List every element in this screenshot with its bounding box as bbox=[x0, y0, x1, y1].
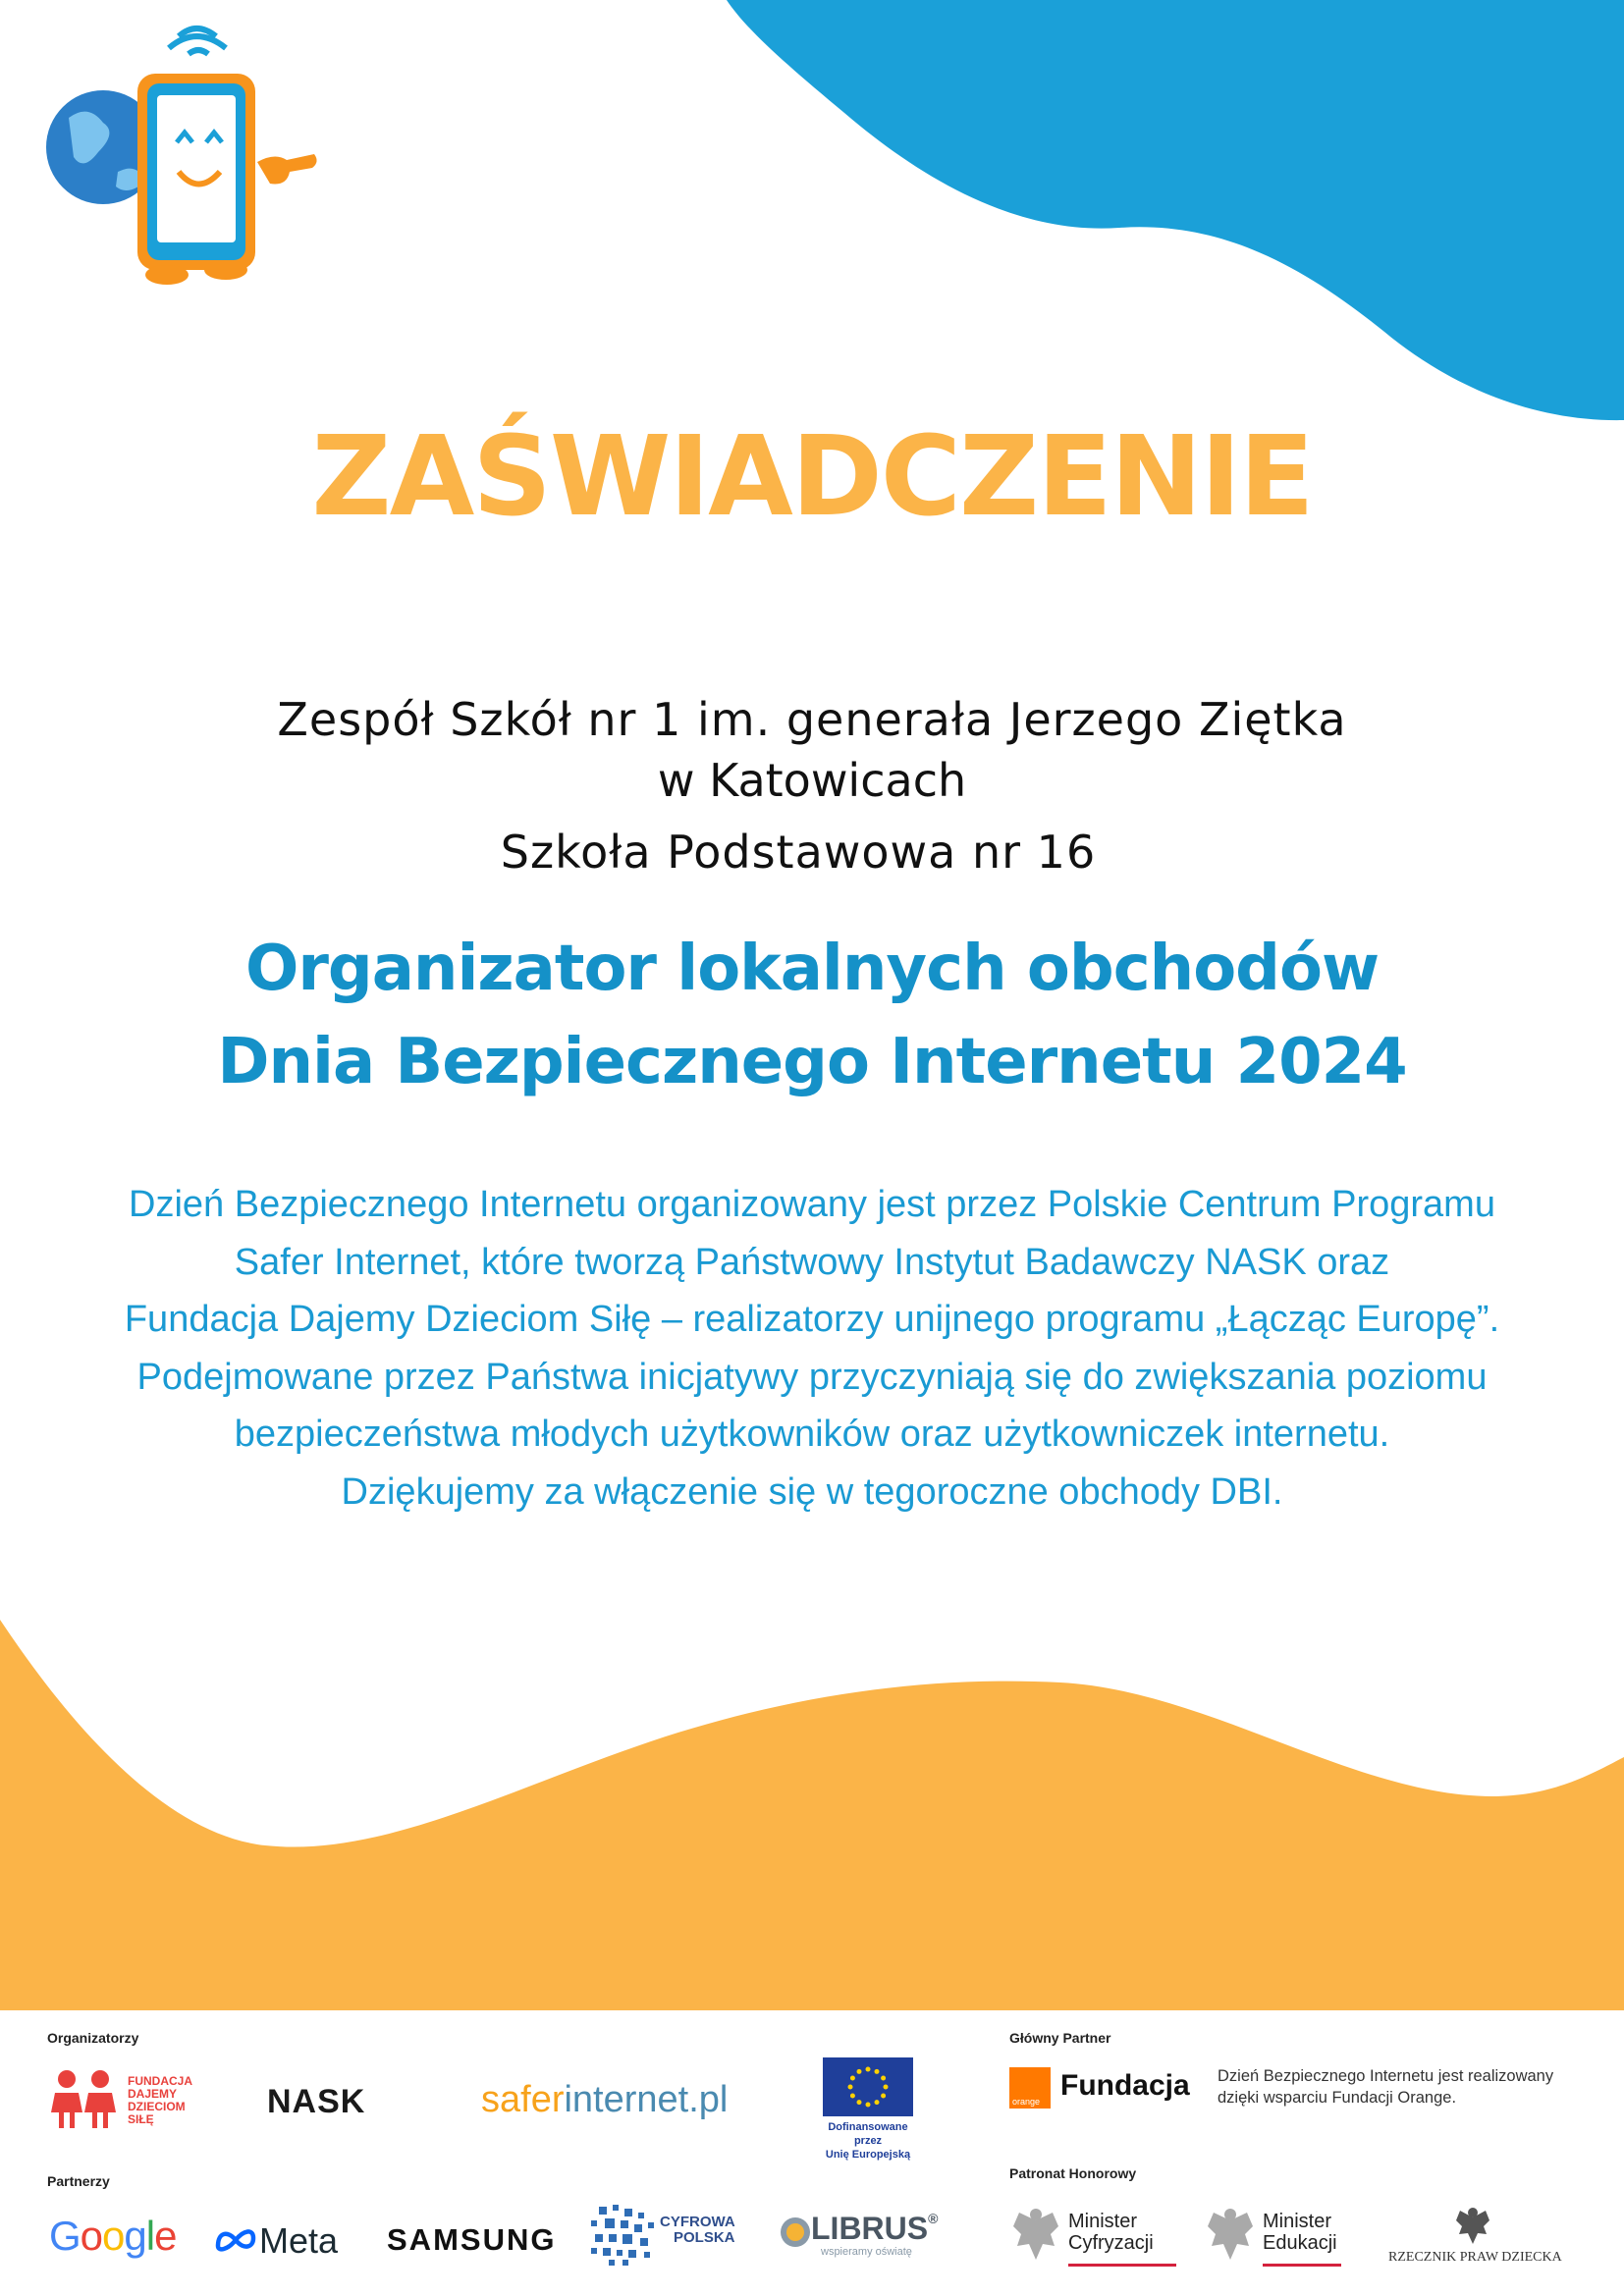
google-letter-o1: o bbox=[80, 2213, 103, 2259]
eu-caption-line-2: Unię Europejską bbox=[825, 2149, 911, 2161]
meta-logo bbox=[214, 2220, 361, 2260]
rzecznik-praw-dziecka-logo bbox=[1384, 2205, 1561, 2269]
google-letter-e: e bbox=[154, 2213, 177, 2259]
school-name-line-3: Szkoła Podstawowa nr 16 bbox=[500, 826, 1097, 879]
body-line-2: Safer Internet, które tworzą Państwowy Instytut Badawczy NASK oraz bbox=[234, 1241, 1390, 1283]
orange-note-line-1: Dzień Bezpiecznego Internetu jest realizowany bbox=[1218, 2067, 1554, 2085]
google-logo bbox=[49, 2213, 176, 2260]
top-blue-wave bbox=[727, 0, 1624, 420]
minister-cyfryzacji-logo bbox=[1009, 2205, 1166, 2269]
cyfrowa-polska-logo bbox=[589, 2203, 746, 2268]
samsung-logo: SAMSUNG bbox=[387, 2222, 557, 2257]
polish-eagle-icon bbox=[1009, 2205, 1062, 2266]
cyfrowa-line-1: CYFROWA bbox=[660, 2214, 735, 2230]
minister-edu-line-2: Edukacji bbox=[1263, 2232, 1337, 2254]
nask-logo: NASK bbox=[267, 2083, 366, 2120]
polish-eagle-icon bbox=[1204, 2205, 1257, 2266]
honorary-patronage-label: Patronat Honorowy bbox=[1009, 2165, 1137, 2181]
google-letter-o2: o bbox=[102, 2213, 125, 2259]
orange-foundation-logo bbox=[1009, 2067, 1206, 2110]
google-letter-g2: g bbox=[124, 2213, 146, 2259]
minister-edu-line-1: Minister bbox=[1263, 2211, 1332, 2232]
minister-edu-underline bbox=[1263, 2264, 1341, 2267]
cyfrowa-line-2: POLSKA bbox=[674, 2229, 735, 2246]
google-letter-g: G bbox=[49, 2213, 81, 2259]
orange-square-icon bbox=[1009, 2067, 1051, 2109]
librus-name: LIBRUS bbox=[811, 2211, 929, 2246]
saferinternet-rest: internet.pl bbox=[564, 2079, 729, 2120]
librus-logo bbox=[778, 2211, 939, 2260]
meta-infinity-icon bbox=[214, 2226, 257, 2254]
minister-cyf-line-2: Cyfryzacji bbox=[1068, 2232, 1154, 2254]
meta-word: Meta bbox=[259, 2220, 339, 2261]
certificate-title: ZAŚWIADCZENIE bbox=[311, 413, 1313, 541]
minister-cyf-line-1: Minister bbox=[1068, 2211, 1138, 2232]
heading-line-2: Dnia Bezpiecznego Internetu 2024 bbox=[217, 1026, 1407, 1098]
eagle-crest-icon bbox=[1453, 2205, 1492, 2246]
minister-cyf-underline bbox=[1068, 2264, 1176, 2267]
orange-note-line-2: dzięki wsparciu Fundacji Orange. bbox=[1218, 2089, 1457, 2107]
body-line-4: Podejmowane przez Państwa inicjatywy przyczyniają się do zwiększania poziomu bbox=[136, 1356, 1488, 1398]
librus-tagline: wspieramy oświatę bbox=[821, 2246, 912, 2258]
body-paragraph bbox=[0, 1176, 1624, 1521]
smiling-phone-globe-mascot-icon bbox=[29, 25, 324, 290]
eu-caption-line-1: Dofinansowane przez bbox=[828, 2121, 908, 2147]
saferinternet-safer: safer bbox=[481, 2079, 565, 2120]
librus-registered: ® bbox=[928, 2211, 939, 2226]
bottom-orange-wave bbox=[0, 1620, 1624, 2010]
orange-support-note bbox=[1218, 2065, 1553, 2109]
school-name-line-1: Zespół Szkół nr 1 im. generała Jerzego Ziętka bbox=[277, 693, 1347, 746]
organizers-label: Organizatorzy bbox=[47, 2030, 139, 2046]
minister-edukacji-logo bbox=[1204, 2205, 1351, 2269]
orange-fundacja-word: Fundacja bbox=[1060, 2069, 1190, 2102]
eu-funding-logo bbox=[813, 2057, 921, 2161]
rpd-name: RZECZNIK PRAW DZIECKA bbox=[1388, 2250, 1562, 2265]
children-icon bbox=[49, 2069, 120, 2130]
body-line-1: Dzień Bezpiecznego Internetu organizowany jest przez Polskie Centrum Programu bbox=[129, 1184, 1495, 1225]
fdds-line-1: FUNDACJA bbox=[128, 2074, 192, 2088]
body-line-5: bezpieczeństwa młodych użytkowników oraz użytkowniczek internetu. bbox=[234, 1414, 1390, 1455]
partners-label: Partnerzy bbox=[47, 2173, 110, 2189]
pixel-mosaic-icon bbox=[589, 2203, 658, 2268]
fdds-line-2: DAJEMY bbox=[128, 2087, 178, 2101]
fundacja-dajemy-dzieciom-sile-logo bbox=[49, 2069, 206, 2130]
heading-line-1: Organizator lokalnych obchodów bbox=[244, 933, 1380, 1005]
main-partner-label: Główny Partner bbox=[1009, 2030, 1111, 2046]
librus-circle-icon bbox=[778, 2215, 813, 2250]
fdds-line-4: SIŁĘ bbox=[128, 2112, 154, 2126]
orange-small-label: orange bbox=[1012, 2097, 1041, 2107]
body-line-6: Dziękujemy za włączenie się w tegoroczne obchody DBI. bbox=[341, 1470, 1283, 1513]
fdds-line-3: DZIECIOM bbox=[128, 2100, 186, 2113]
eu-flag-icon bbox=[823, 2057, 913, 2116]
saferinternet-logo bbox=[481, 2079, 728, 2121]
school-name-line-2: w Katowicach bbox=[657, 754, 967, 807]
body-line-3: Fundacja Dajemy Dzieciom Siłę – realizatorzy unijnego programu „Łącząc Europę”. bbox=[124, 1299, 1500, 1340]
librus-word bbox=[811, 2211, 938, 2247]
google-letter-l: l bbox=[145, 2213, 155, 2259]
